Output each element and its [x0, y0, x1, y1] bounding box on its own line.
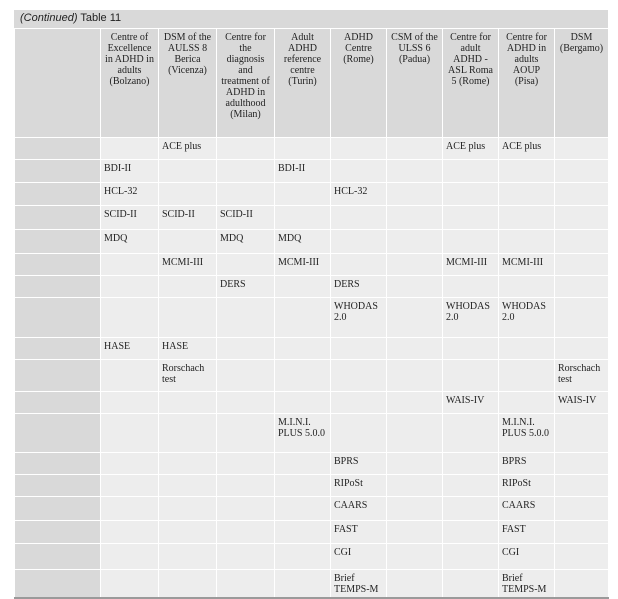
- table-cell: [387, 360, 443, 392]
- table-row: [15, 160, 609, 183]
- table-cell: RIPoSt: [499, 475, 555, 497]
- table-cell: [101, 475, 159, 497]
- table-row: [15, 360, 609, 392]
- table-cell: [275, 475, 331, 497]
- table-row: [15, 254, 609, 276]
- table-cell: [217, 183, 275, 206]
- table-cell: [443, 360, 499, 392]
- header-cell: CSM of the ULSS 6 (Padua): [387, 29, 443, 138]
- table-cell: [101, 360, 159, 392]
- table-cell: SCID-II: [101, 206, 159, 230]
- table-cell: [387, 276, 443, 298]
- table-cell: HASE: [101, 338, 159, 360]
- table-cell: [217, 497, 275, 521]
- table-cell: [217, 160, 275, 183]
- table-cell: [275, 206, 331, 230]
- table-cell: [387, 497, 443, 521]
- table-cell: [275, 392, 331, 414]
- table-cell: [387, 298, 443, 338]
- table-cell: [275, 497, 331, 521]
- table-cell: ACE plus: [499, 138, 555, 160]
- table-cell: MDQ: [217, 230, 275, 254]
- table-cell: WHODAS 2.0: [443, 298, 499, 338]
- table-cell: [101, 276, 159, 298]
- table-cell: FAST: [331, 521, 387, 544]
- row-label-cell: [15, 276, 101, 298]
- table-cell: [101, 392, 159, 414]
- header-cell: ADHD Centre (Rome): [331, 29, 387, 138]
- table-cell: HCL-32: [101, 183, 159, 206]
- table-cell: HCL-32: [331, 183, 387, 206]
- table-row: [15, 298, 609, 338]
- table-cell: [275, 298, 331, 338]
- table-row: [15, 453, 609, 475]
- header-cell: Centre of Excellence in ADHD in adults (Bolzano): [101, 29, 159, 138]
- table-row: [15, 392, 609, 414]
- table-cell: [499, 160, 555, 183]
- table-cell: [443, 338, 499, 360]
- table-cell: BDI-II: [101, 160, 159, 183]
- table-cell: [499, 276, 555, 298]
- table-cell: CAARS: [499, 497, 555, 521]
- row-label-cell: [15, 570, 101, 599]
- table-cell: [217, 521, 275, 544]
- table-cell: [101, 544, 159, 570]
- table-cell: [217, 453, 275, 475]
- table-cell: [159, 475, 217, 497]
- table-cell: [387, 570, 443, 599]
- table-cell: [331, 392, 387, 414]
- table-cell: DERS: [331, 276, 387, 298]
- table-cell: [555, 206, 609, 230]
- table-cell: [555, 230, 609, 254]
- table-cell: [331, 206, 387, 230]
- table-cell: [555, 338, 609, 360]
- table-cell: CGI: [331, 544, 387, 570]
- row-label-cell: [15, 544, 101, 570]
- table-cell: [217, 138, 275, 160]
- table-cell: [387, 414, 443, 453]
- table-cell: [443, 570, 499, 599]
- caption-prefix: (Continued): [20, 12, 78, 24]
- table-cell: [159, 453, 217, 475]
- table-cell: [217, 475, 275, 497]
- table-cell: [101, 521, 159, 544]
- table-cell: [101, 138, 159, 160]
- table-cell: [217, 544, 275, 570]
- table-row: [15, 570, 609, 599]
- header-cell: Centre for adult ADHD - ASL Roma 5 (Rome): [443, 29, 499, 138]
- table-cell: [443, 475, 499, 497]
- table-cell: [159, 392, 217, 414]
- table-row: [15, 475, 609, 497]
- table-cell: [555, 521, 609, 544]
- table-cell: [555, 570, 609, 599]
- table-cell: [555, 544, 609, 570]
- table-row: [15, 338, 609, 360]
- table-cell: [331, 414, 387, 453]
- table-cell: [555, 183, 609, 206]
- table-cell: M.I.N.I. PLUS 5.0.0: [499, 414, 555, 453]
- table-cell: HASE: [159, 338, 217, 360]
- table-cell: [499, 360, 555, 392]
- table-cell: [217, 414, 275, 453]
- table-cell: [159, 570, 217, 599]
- row-label-cell: [15, 338, 101, 360]
- table-cell: FAST: [499, 521, 555, 544]
- table-cell: [275, 544, 331, 570]
- table-cell: [159, 230, 217, 254]
- table-cell: WAIS-IV: [555, 392, 609, 414]
- table-cell: [217, 254, 275, 276]
- table-cell: [499, 392, 555, 414]
- header-cell: [15, 29, 101, 138]
- table-cell: [159, 183, 217, 206]
- caption-label: Table 11: [80, 12, 122, 24]
- row-label-cell: [15, 414, 101, 453]
- table-cell: [275, 276, 331, 298]
- header-cell: Centre for the diagnosis and treatment of ADHD in adulthood (Milan): [217, 29, 275, 138]
- row-label-cell: [15, 160, 101, 183]
- table-cell: MCMI-III: [443, 254, 499, 276]
- table-cell: [275, 338, 331, 360]
- table-cell: [217, 392, 275, 414]
- table-cell: MCMI-III: [499, 254, 555, 276]
- table-cell: CAARS: [331, 497, 387, 521]
- table-cell: [159, 497, 217, 521]
- table-row: [15, 544, 609, 570]
- table-cell: [331, 338, 387, 360]
- table-cell: [499, 338, 555, 360]
- row-label-cell: [15, 230, 101, 254]
- table-row: [15, 138, 609, 160]
- table-cell: WAIS-IV: [443, 392, 499, 414]
- table-cell: [499, 206, 555, 230]
- table-cell: [217, 298, 275, 338]
- table-cell: [159, 544, 217, 570]
- table-cell: [387, 183, 443, 206]
- table-cell: [555, 138, 609, 160]
- table-cell: [275, 453, 331, 475]
- table-cell: [387, 392, 443, 414]
- table-cell: [387, 338, 443, 360]
- row-label-cell: [15, 138, 101, 160]
- table-row: [15, 521, 609, 544]
- table-cell: [331, 160, 387, 183]
- row-label-cell: [15, 475, 101, 497]
- table-row: [15, 206, 609, 230]
- header-row: [15, 29, 609, 138]
- table-cell: [217, 338, 275, 360]
- row-label-cell: [15, 497, 101, 521]
- row-label-cell: [15, 183, 101, 206]
- table-cell: [275, 521, 331, 544]
- table-cell: MDQ: [101, 230, 159, 254]
- table-cell: [387, 160, 443, 183]
- table-cell: [217, 570, 275, 599]
- table-cell: [159, 298, 217, 338]
- table-cell: [159, 160, 217, 183]
- row-label-cell: [15, 360, 101, 392]
- table-cell: [555, 475, 609, 497]
- table-row: [15, 497, 609, 521]
- table-row: [15, 414, 609, 453]
- row-label-cell: [15, 392, 101, 414]
- table-cell: WHODAS 2.0: [499, 298, 555, 338]
- table-cell: [499, 183, 555, 206]
- table-cell: DERS: [217, 276, 275, 298]
- table-cell: [443, 497, 499, 521]
- table-cell: [101, 298, 159, 338]
- table-cell: [331, 138, 387, 160]
- table-container: [14, 10, 608, 599]
- table-cell: RIPoSt: [331, 475, 387, 497]
- table-cell: [555, 497, 609, 521]
- table-cell: Brief TEMPS-M: [331, 570, 387, 599]
- table-cell: [555, 414, 609, 453]
- table-cell: [555, 453, 609, 475]
- table-cell: [101, 414, 159, 453]
- table-cell: [101, 254, 159, 276]
- table-cell: M.I.N.I. PLUS 5.0.0: [275, 414, 331, 453]
- table-caption: [14, 10, 608, 28]
- table-cell: [443, 521, 499, 544]
- table-cell: [555, 254, 609, 276]
- table-cell: [443, 160, 499, 183]
- table-cell: ACE plus: [443, 138, 499, 160]
- table-cell: [387, 544, 443, 570]
- row-label-cell: [15, 298, 101, 338]
- table-cell: [443, 206, 499, 230]
- table-row: [15, 276, 609, 298]
- table-cell: SCID-II: [159, 206, 217, 230]
- table-cell: [555, 276, 609, 298]
- table-cell: BDI-II: [275, 160, 331, 183]
- table-cell: [101, 570, 159, 599]
- header-cell: DSM (Bergamo): [555, 29, 609, 138]
- table-cell: CGI: [499, 544, 555, 570]
- table-cell: Rorschach test: [555, 360, 609, 392]
- table-cell: ACE plus: [159, 138, 217, 160]
- row-label-cell: [15, 254, 101, 276]
- table-cell: [499, 230, 555, 254]
- table-cell: [443, 276, 499, 298]
- table-cell: [443, 544, 499, 570]
- table-cell: WHODAS 2.0: [331, 298, 387, 338]
- table-row: [15, 230, 609, 254]
- table-cell: [555, 160, 609, 183]
- table-cell: [275, 570, 331, 599]
- data-table: [14, 28, 609, 599]
- table-cell: [443, 453, 499, 475]
- table-cell: [217, 360, 275, 392]
- table-cell: [387, 475, 443, 497]
- table-cell: [159, 521, 217, 544]
- table-cell: BPRS: [499, 453, 555, 475]
- table-body: [15, 138, 609, 599]
- row-label-cell: [15, 206, 101, 230]
- table-cell: SCID-II: [217, 206, 275, 230]
- table-cell: [159, 276, 217, 298]
- table-cell: [387, 453, 443, 475]
- table-cell: [387, 138, 443, 160]
- header-cell: DSM of the AULSS 8 Berica (Vicenza): [159, 29, 217, 138]
- table-cell: [275, 138, 331, 160]
- table-cell: [275, 360, 331, 392]
- table-cell: [159, 414, 217, 453]
- table-cell: Rorschach test: [159, 360, 217, 392]
- table-cell: BPRS: [331, 453, 387, 475]
- table-cell: [387, 521, 443, 544]
- table-cell: [387, 206, 443, 230]
- table-cell: [443, 230, 499, 254]
- table-cell: [443, 414, 499, 453]
- table-cell: [387, 254, 443, 276]
- table-cell: MCMI-III: [275, 254, 331, 276]
- row-label-cell: [15, 521, 101, 544]
- table-cell: [443, 183, 499, 206]
- table-cell: [387, 230, 443, 254]
- header-cell: Centre for ADHD in adults AOUP (Pisa): [499, 29, 555, 138]
- table-cell: MDQ: [275, 230, 331, 254]
- table-cell: [101, 453, 159, 475]
- table-cell: Brief TEMPS-M: [499, 570, 555, 599]
- table-cell: [101, 497, 159, 521]
- header-cell: Adult ADHD reference centre (Turin): [275, 29, 331, 138]
- table-cell: [555, 298, 609, 338]
- table-cell: [331, 254, 387, 276]
- table-row: [15, 183, 609, 206]
- table-cell: [331, 230, 387, 254]
- row-label-cell: [15, 453, 101, 475]
- table-cell: [275, 183, 331, 206]
- table-cell: [331, 360, 387, 392]
- table-cell: MCMI-III: [159, 254, 217, 276]
